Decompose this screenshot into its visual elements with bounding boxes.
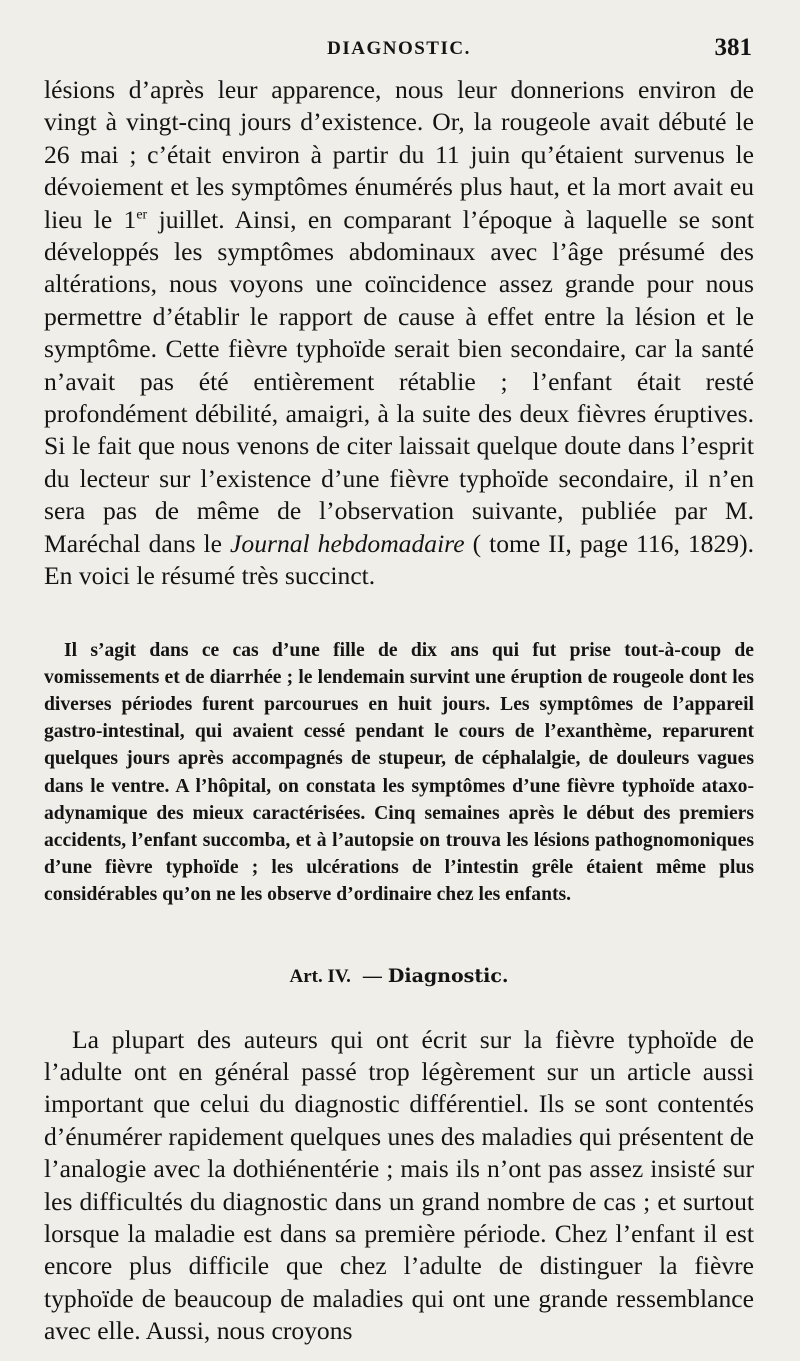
ordinal-superscript: er (136, 207, 148, 223)
running-title: DIAGNOSTIC. (327, 38, 471, 59)
case-summary-quote: Il s’agit dans ce cas d’une fille de dix ans qui fut prise tout-à-coup de vomissements et de diarrhée ; le lendemain survint une éruption de rougeole dont les diverses périodes furent parcourues en huit jours. Les symptômes de l’appareil gastro-intestinal, qui avaient cessé pendant le cours de l’exanthème, reparurent quelques jours après accompagnés de stupeur, de céphalalgie, de douleurs vagues dans le ventre. A l’hôpital, on constata les symptômes d’une fièvre typhoïde ataxo-adynamique des mieux caractérisées. Cinq semaines après le début des premiers accidents, l’enfant succomba, et à l’autopsie on trouva les lésions pathognomoniques d’une fièvre typhoïde ; les ulcérations de l’intestin grêle étaient même plus considérables qu’on ne les observe d’ordinaire chez les enfants. (44, 639, 754, 906)
paragraph-text-part1: lésions d’après leur apparence, nous leur donnerions environ de vingt à vingt-cinq jours d’existence. Or, la rougeole avait débuté le 26 mai ; c’était environ à partir du 11 juin qu’étaient survenus le dévoiement et les symptômes énumérés plus haut, et la mort avait eu lieu le 1 (44, 75, 754, 234)
paragraph-text-part2: juillet. Ainsi, en comparant l’époque à laquelle se sont développés les symptômes abdominaux avec l’âge présumé des altérations, nous voyons une coïncidence assez grande pour nous permettre d’établir le rapport de cause à effet entre la lésion et le symptôme. Cette fièvre typhoïde serait bien secondaire, car la santé n’avait pas été entièrement rétablie ; l’enfant était resté profondément débilité, amaigri, à la suite des deux fièvres éruptives. Si le fait que nous venons de citer laissait quelque doute dans l’esprit du lecteur sur l’existence d’une fièvre typhoïde secondaire, il n’en sera pas de même de l’observation suivante, publiée par M. Maréchal dans le (44, 204, 754, 558)
running-head (44, 34, 754, 74)
article-title: Diagnostic. (387, 964, 509, 987)
paragraph-diagnostic: La plupart des auteurs qui ont écrit sur la fièvre typhoïde de l’adulte ont en général passé trop légèrement sur un article aussi important que celui du diagnostic différentiel. Ils se sont contentés d’énumérer rapidement quelques unes des maladies qui présentent de l’analogie avec la dothiénentérie ; mais ils n’ont pas assez insisté sur les difficultés du diagnostic dans un grand nombre de cas ; et surtout lorsque la maladie est dans sa première période. Chez l’enfant il est encore plus difficile que chez l’adulte de distinguer la fièvre typhoïde de beaucoup de maladies qui ont une grande ressemblance avec elle. Aussi, nous croyons (44, 1024, 754, 1346)
paragraph-text-part3: ( tome II, page 116, 1829). En voici le résumé très succinct. (44, 528, 754, 591)
journal-title: Journal hebdomadaire (230, 528, 465, 558)
article-number: Art. IV. (289, 965, 351, 987)
page-number: 381 (714, 34, 752, 61)
article-heading (44, 965, 754, 988)
paragraph-continuation (44, 74, 754, 593)
article-dash: — (362, 965, 382, 987)
